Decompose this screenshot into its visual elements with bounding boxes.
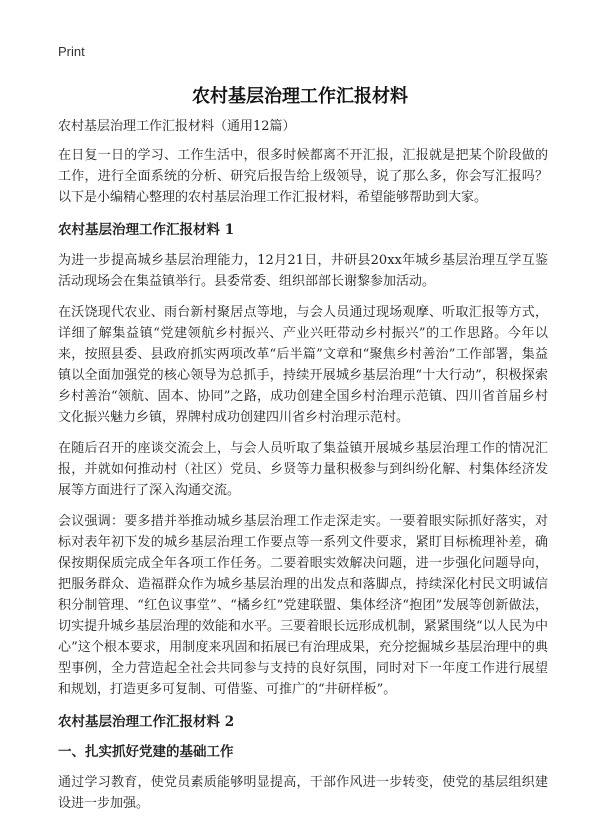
section-1-heading: 农村基层治理工作汇报材料 1 xyxy=(58,222,235,238)
section-1-paragraph-1: 为进一步提高城乡基层治理能力，12月21日，井研县20xx年城乡基层治理互学互鉴活动现场会在集益镇举行。县委常委、组织部部长谢黎参加活动。 xyxy=(58,253,548,289)
section-1-paragraph-3: 在随后召开的座谈交流会上，与会人员听取了集益镇开展城乡基层治理工作的情况汇报，并就如何推动村（社区）党员、乡贤等力量积极参与到纠纷化解、村集体经济发展等方面进行了深入沟通交流。 xyxy=(58,441,548,498)
document-subtitle: 农村基层治理工作汇报材料（通用12篇） xyxy=(58,119,296,134)
print-link[interactable]: Print xyxy=(58,44,85,59)
section-2-heading: 农村基层治理工作汇报材料 2 xyxy=(58,714,235,730)
document-body xyxy=(58,117,548,824)
intro-paragraph: 在日复一日的学习、工作生活中，很多时候都离不开汇报，汇报就是把某个阶段做的工作，进行全面系统的分析、研究后报告给上级领导，说了那么多，你会写汇报吗？以下是小编精心整理的农村基层治理工作汇报材料，希望能够帮助到大家。 xyxy=(58,148,548,205)
section-2-paragraph-1: 通过学习教育，使党员素质能够明显提高，干部作风进一步转变，使党的基层组织建设进一步加强。 xyxy=(58,775,548,811)
page-title: 农村基层治理工作汇报材料 xyxy=(192,86,408,107)
section-1-paragraph-4: 会议强调：要多措并举推动城乡基层治理工作走深走实。一要着眼实际抓好落实，对标对表年初下发的城乡基层治理工作要点等一系列文件要求，紧盯目标梳理补差，确保按期保质完成全年各项工作任务。二要着眼实效解决问题，进一步强化问题导向，把服务群众、造福群众作为城乡基层治理的出发点和落脚点，持续深化村民文明诚信积分制管理、“红色议事堂”、“橘乡红”党建联盟、集体经济“抱团”发展等创新做法，切实提升城乡基层治理的效能和水平。三要着眼长远形成机制，紧紧围绕“以人民为中心”这个根本要求，用制度来巩固和拓展已有治理成果，充分挖掘城乡基层治理中的典型事例，全力营造起全社会共同参与支持的良好氛围，同时对下一年度工作进行展望和规划，打造更多可复制、可借鉴、可推广的“井研样板”。 xyxy=(58,514,548,697)
section-2-subheading: 一、扎实抓好党建的基础工作 xyxy=(58,744,234,760)
section-1-paragraph-2: 在沃饶现代农业、雨台新村聚居点等地，与会人员通过现场观摩、听取汇报等方式，详细了解集益镇“党建领航乡村振兴、产业兴旺带动乡村振兴”的工作思路。今年以来，按照县委、县政府抓实两项改革“后半篇”文章和“聚焦乡村善治”工作部署，集益镇以全面加强党的核心领导为总抓手，持续开展城乡基层治理“十大行动”，积极探索乡村善治“领航、固本、协同”之路，成功创建全国乡村治理示范镇、四川省首届乡村文化振兴魅力乡镇，界牌村成功创建四川省乡村治理示范村。 xyxy=(58,305,548,425)
